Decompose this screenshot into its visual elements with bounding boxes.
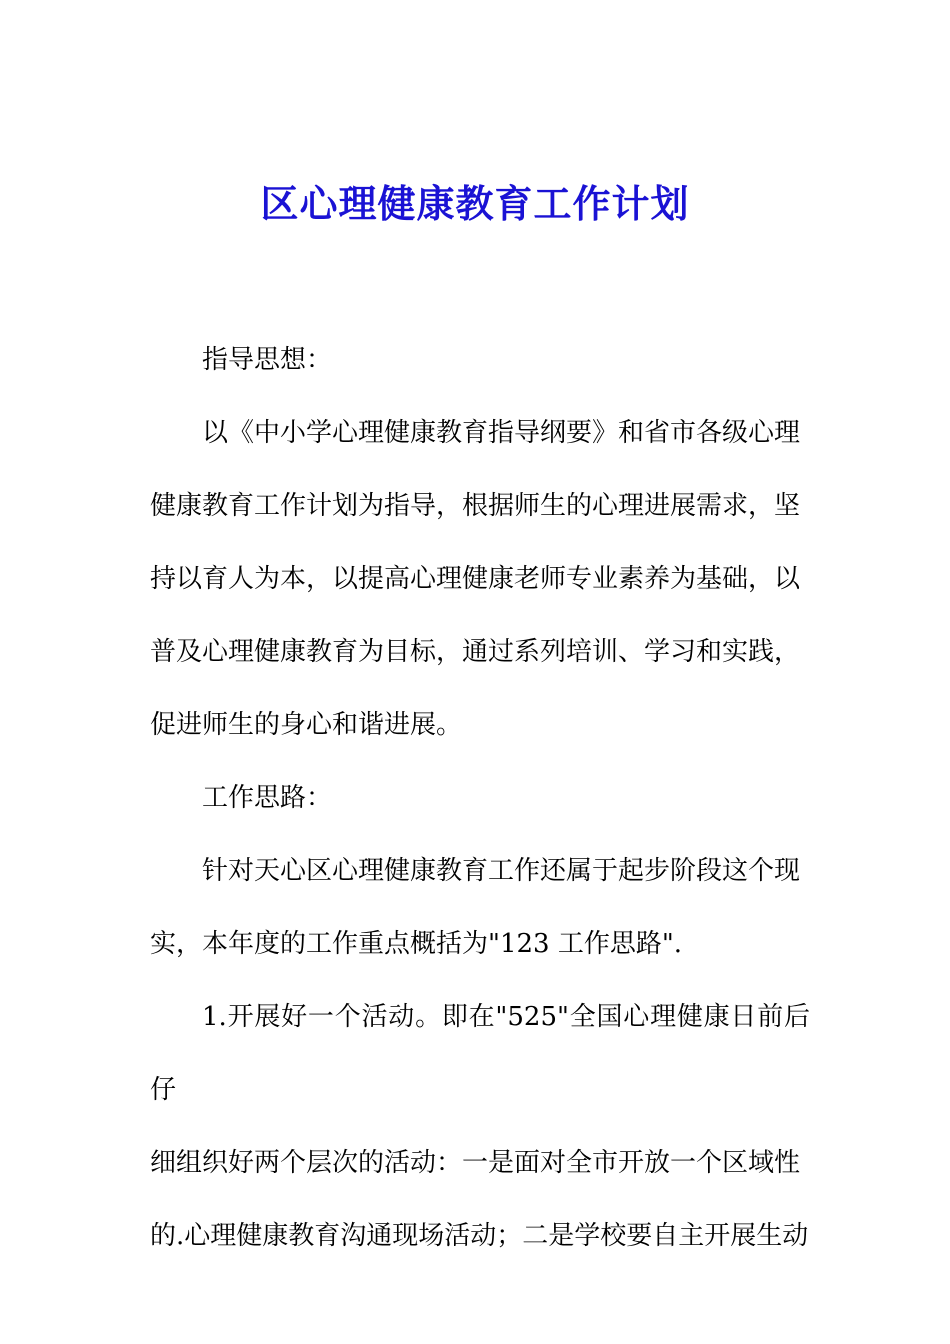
document-title: 区心理健康教育工作计划 bbox=[260, 181, 690, 226]
paragraph-heading-work-approach: 工作思路： bbox=[202, 783, 333, 813]
paragraph-item-1: 1.开展好一个活动。即在"525"全国心理健康日前后仔 细组织好两个层次的活动：一是面对全市开放一个区域性 的.心理健康教育沟通现场活动；二是学校要自主开展生动 bbox=[150, 1002, 810, 1251]
paragraph-heading-guiding-ideology: 指导思想： bbox=[202, 345, 333, 375]
document-body bbox=[150, 324, 810, 1273]
paragraph-work-approach-text: 针对天心区心理健康教育工作还属于起步阶段这个现 实，本年度的工作重点概括为"123 工作思路". bbox=[150, 856, 801, 959]
paragraph-guiding-ideology-text: 以《中小学心理健康教育指导纲要》和省市各级心理 健康教育工作计划为指导，根据师生的心理进展需求，坚 持以育人为本，以提高心理健康老师专业素养为基础，以 普及心理健康教育为目标，通过系列培训、学习和实践， 促进师生的身心和谐进展。 bbox=[150, 418, 801, 740]
